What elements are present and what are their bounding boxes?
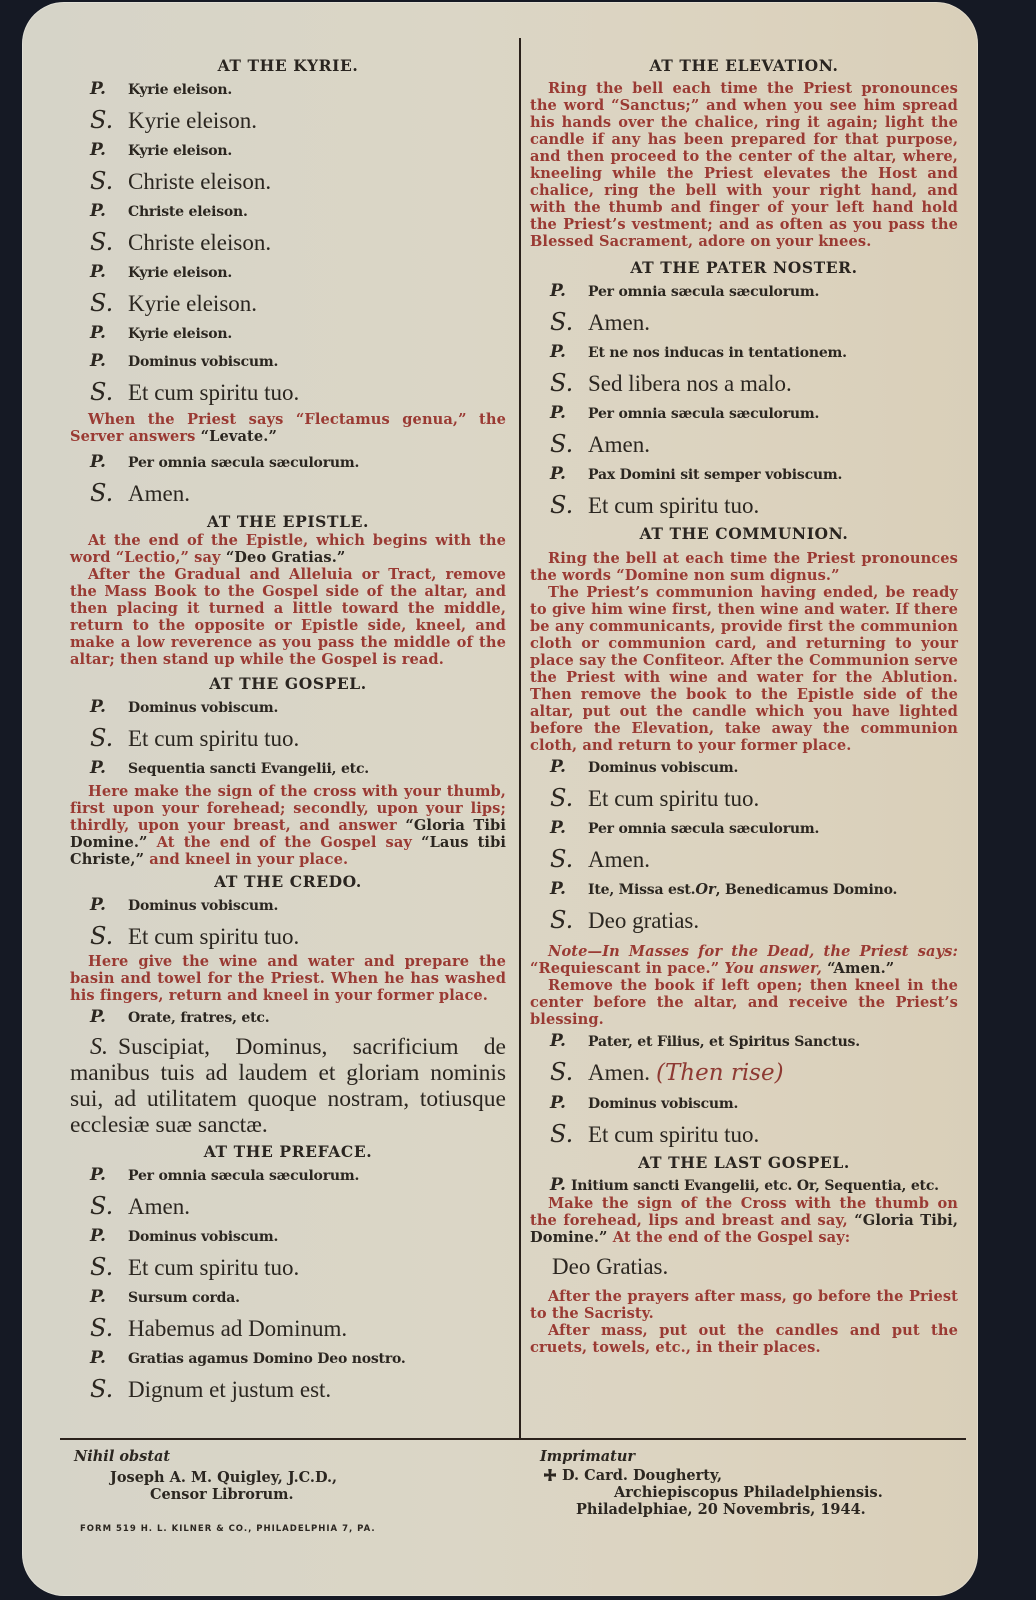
role-label: P.: [90, 351, 106, 371]
line-text: Amen.: [588, 1060, 650, 1085]
line-text: Gratias agamus Domino Deo nostro.: [128, 1351, 406, 1367]
role-label: P.: [90, 697, 106, 717]
priest-line: [70, 348, 506, 376]
server-line: [70, 722, 506, 755]
server-line: [70, 920, 506, 953]
line-text: Ite, Missa est.: [588, 882, 696, 898]
priest-line: [530, 754, 958, 782]
line-text: Pater, et Filius, et Spiritus Sanctus.: [588, 1034, 860, 1050]
role-label: P.: [550, 818, 566, 838]
line-text: Sequentia sancti Evangelii, etc.: [128, 761, 369, 777]
line-text: Kyrie eleison.: [128, 265, 233, 281]
kyrie-responses-2: [70, 449, 506, 510]
role-label: P.: [550, 342, 566, 362]
right-column: [530, 56, 958, 1356]
rubric-epistle-1: At the end of the Epistle, which begins with the word “Lectio,” say “Deo Gratias.”: [70, 532, 506, 566]
line-text: Per omnia sæcula sæculorum.: [588, 406, 820, 422]
kyrie-responses: [70, 76, 506, 409]
or-text: Or: [695, 881, 716, 898]
heading-kyrie: AT THE KYRIE.: [217, 56, 359, 75]
role-label: P.: [550, 1031, 566, 1051]
role-label: P.: [550, 757, 566, 777]
server-line: [70, 1312, 506, 1345]
line-text: Amen.: [128, 481, 190, 506]
role-label: P.: [90, 1226, 106, 1246]
priest-line: [70, 1004, 506, 1032]
priest-line: [70, 320, 506, 348]
rubric-credo: Here give the wine and water and prepare the basin and towel for the Priest. When he has washed his fingers, return and kneel in your former place.: [70, 953, 506, 1004]
nihil-obstat-label: Nihil obstat: [74, 1448, 171, 1465]
line-text: Dominus vobiscum.: [588, 1096, 739, 1112]
line-text: Sursum corda.: [128, 1290, 240, 1306]
role-label: S.: [90, 289, 114, 317]
line-text: Et cum spiritu tuo.: [588, 786, 760, 811]
role-label: P.: [90, 1007, 106, 1027]
role-label: P.: [550, 1093, 566, 1113]
role-label: S.: [550, 430, 574, 458]
server-line: [530, 489, 958, 522]
server-line: [530, 904, 958, 937]
bishop-name-line: D. Card. Dougherty,: [540, 1467, 883, 1484]
role-label: S.: [550, 845, 574, 873]
rubric-epistle-2: After the Gradual and Alleluia or Tract, remove the Mass Book to the Gospel side of the altar, and then placing it turned a little toward the middle, return to the opposite or Epistle side, kneel, and make a low reverence as you pass the middle of the altar; then stand up while the Gospel is read.: [70, 566, 506, 668]
credo-responses: [70, 892, 506, 953]
role-label: S.: [90, 724, 114, 752]
line-text: Dominus vobiscum.: [588, 760, 739, 776]
priest-line: [70, 1284, 506, 1312]
line-text: Christe eleison.: [128, 230, 272, 255]
line-text-after: , Benedicamus Domino.: [715, 882, 898, 898]
credo-responses-2: [70, 1004, 506, 1032]
role-label: P.: [90, 452, 106, 472]
rubric-gospel: Here make the sign of the cross with your thumb, first upon your forehead; secondly, upon your lips; thirdly, upon your breast, and answer “Gloria Tibi Domine.” At the end of the Gospel say “Laus tibi Christe,” and kneel in your place.: [70, 783, 507, 868]
line-text: Amen.: [588, 847, 650, 872]
pater-noster-responses: [530, 278, 958, 522]
server-line: [70, 287, 506, 320]
server-line: [530, 306, 958, 339]
role-label: S.: [550, 906, 574, 934]
heading-gospel: AT THE GOSPEL.: [209, 674, 367, 693]
role-label: S.: [550, 369, 574, 397]
server-line: [70, 104, 506, 137]
line-text: Amen.: [128, 1194, 190, 1219]
role-label: S.: [90, 228, 114, 256]
role-label: S.: [550, 308, 574, 336]
role-label: S.: [550, 491, 574, 519]
priest-line: [70, 76, 506, 104]
line-text: Kyrie eleison.: [128, 82, 233, 98]
role-label: S.: [550, 784, 574, 812]
priest-line: [70, 1345, 506, 1373]
server-line: [530, 1056, 958, 1090]
role-label: S.: [90, 106, 114, 134]
imprimatur-block: [540, 1448, 883, 1518]
role-label: S.: [90, 1253, 114, 1281]
line-text: Dignum et justum est.: [128, 1377, 332, 1402]
line-text: Kyrie eleison.: [128, 326, 233, 342]
priest-line: [70, 694, 506, 722]
line-text: Et cum spiritu tuo.: [128, 726, 300, 751]
server-line: [70, 376, 506, 409]
server-line: [70, 1190, 506, 1223]
heading-preface: AT THE PREFACE.: [203, 1142, 373, 1161]
line-text: Dominus vobiscum.: [128, 700, 279, 716]
role-label: P.: [90, 140, 106, 160]
cross-pattee-icon: [544, 1469, 556, 1481]
server-line: [70, 1251, 506, 1284]
line-text: Amen.: [588, 432, 650, 457]
role-label: S.: [90, 1314, 114, 1342]
line-text: Amen.: [588, 310, 650, 335]
priest-line: [530, 339, 958, 367]
rubric-last-gospel: Make the sign of the Cross with the thumb on the forehead, lips and breast and say, “Gloria Tibi, Domine.” At the end of the Gospel say:: [530, 1195, 958, 1246]
role-label: P.: [90, 758, 106, 778]
rubric-sacristy: After the prayers after mass, go before the Priest to the Sacristy.: [530, 1288, 958, 1322]
server-line: [70, 1373, 506, 1406]
priest-line: [530, 278, 958, 306]
server-line: [530, 782, 958, 815]
heading-pater-noster: AT THE PATER NOSTER.: [630, 258, 858, 277]
imprimatur-date: Philadelphiae, 20 Novembris, 1944.: [576, 1501, 866, 1518]
rubric-note-dead: Note—In Masses for the Dead, the Priest says: “Requiescant in pace.” You answer, “Amen.”: [530, 943, 958, 977]
line-text: Et cum spiritu tuo.: [128, 380, 300, 405]
role-label: S.: [90, 167, 114, 195]
role-label: S.: [90, 479, 114, 507]
line-text: Et cum spiritu tuo.: [128, 1255, 300, 1280]
priest-line: [530, 1090, 958, 1118]
heading-communion: AT THE COMMUNION.: [639, 524, 849, 543]
role-label: P.: [550, 281, 566, 301]
censor-name: Joseph A. M. Quigley, J.C.D.,: [110, 1469, 338, 1486]
rubric-blessing: Remove the book if left open; then kneel in the center before the altar, and receive the Priest’s blessing.: [530, 977, 958, 1028]
left-column: [70, 56, 506, 1406]
line-text: Christe eleison.: [128, 204, 248, 220]
role-label: P.: [90, 262, 106, 282]
heading-last-gospel: AT THE LAST GOSPEL.: [638, 1153, 850, 1172]
line-text: Habemus ad Dominum.: [128, 1316, 348, 1341]
gospel-responses: [70, 694, 506, 783]
footer-divider: [60, 1438, 966, 1440]
heading-elevation: AT THE ELEVATION.: [649, 56, 839, 75]
role-label: S.: [550, 1058, 574, 1086]
server-line: [70, 477, 506, 510]
priest-line: [70, 449, 506, 477]
role-label: P.: [90, 323, 106, 343]
line-text: Christe eleison.: [128, 169, 272, 194]
server-line: [530, 428, 958, 461]
role-label: S.: [90, 1192, 114, 1220]
line-text: Et cum spiritu tuo.: [128, 924, 300, 949]
mass-server-card: [22, 2, 978, 1596]
priest-line: [530, 400, 958, 428]
rubric-after-mass: After mass, put out the candles and put the cruets, towels, etc., in their places.: [530, 1322, 958, 1356]
line-text: Pax Domini sit semper vobiscum.: [588, 467, 843, 483]
priest-line: [530, 876, 958, 904]
heading-epistle: AT THE EPISTLE.: [206, 512, 370, 531]
communion-responses: [530, 754, 958, 937]
suscipiat-response: S. Suscipiat, Dominus, sacrificium de manibus tuis ad laudem et gloriam nominis sui, ad utilitatem quoque nostram, totiusque ecclesiæ suæ sanctæ.: [70, 1034, 506, 1138]
role-label: P.: [90, 895, 106, 915]
role-label: P.: [90, 201, 106, 221]
line-text: Per omnia sæcula sæculorum.: [128, 1168, 360, 1184]
role-label: P.: [90, 1287, 106, 1307]
communion-responses-2: [530, 1028, 958, 1151]
line-text: Per omnia sæcula sæculorum.: [588, 284, 820, 300]
line-text: Dominus vobiscum.: [128, 898, 279, 914]
rubric-communion-1: Ring the bell at each time the Priest pronounces the words “Domine non sum dignus.”: [530, 550, 958, 584]
last-gospel-priest-line: P. Initium sancti Evangelii, etc. Or, Sequentia, etc.: [550, 1175, 939, 1195]
line-text: Per omnia sæcula sæculorum.: [588, 821, 820, 837]
role-label: P.: [550, 464, 566, 484]
line-text: Et cum spiritu tuo.: [588, 493, 760, 518]
priest-line: [70, 755, 506, 783]
rubric-flectamus: When the Priest says “Flectamus genua,” the Server answers “Levate.”: [70, 411, 506, 445]
then-rise-aside: (Then rise): [655, 1060, 784, 1086]
server-line: [70, 165, 506, 198]
column-divider: [519, 38, 521, 1438]
line-text: Et cum spiritu tuo.: [588, 1122, 760, 1147]
priest-line: [530, 1028, 958, 1056]
priest-line: [70, 1223, 506, 1251]
rubric-elevation: Ring the bell each time the Priest pronounces the word “Sanctus;” and when you see him spread his hands over the chalice, ring it again; light the candle if any has been prepared for that purpose, and then proceed to the center of the altar, where, kneeling while the Priest elevates the Host and chalice, ring the bell with your right hand, and with the thumb and finger of your left hand hold the Priest’s vestment; and as often as you pass the Blessed Sacrament, adore on your knees.: [530, 80, 958, 250]
server-line: [530, 367, 958, 400]
role-label: S.: [90, 922, 114, 950]
line-text: Et ne nos inducas in tentationem.: [588, 345, 847, 361]
server-line: [530, 843, 958, 876]
priest-line: [70, 137, 506, 165]
role-label: S.: [90, 378, 114, 406]
role-label: S.: [90, 1375, 114, 1403]
server-line: [70, 226, 506, 259]
line-text: Deo gratias.: [588, 908, 700, 933]
censor-title: Censor Librorum.: [150, 1486, 294, 1503]
line-text: Dominus vobiscum.: [128, 354, 279, 370]
priest-line: [530, 815, 958, 843]
role-label: P.: [90, 1165, 106, 1185]
heading-credo: AT THE CREDO.: [214, 872, 362, 891]
priest-line: [70, 892, 506, 920]
priest-line: [70, 1162, 506, 1190]
rubric-communion-2: The Priest’s communion having ended, be ready to give him wine first, then wine and water. If there be any communicants, provide first the communion cloth or communion card, and returning to your place say the Confiteor. After the Communion serve the Priest with wine and water for the Ablution. Then remove the book to the Epistle side of the altar, put out the candle which you have lighted before the Elevation, take away the communion cloth, and return to your former place.: [530, 584, 958, 754]
deo-gratias-response: Deo Gratias.: [552, 1254, 669, 1279]
bishop-title: Archiepiscopus Philadelphiensis.: [614, 1484, 883, 1501]
line-text: Kyrie eleison.: [128, 143, 233, 159]
priest-line: [70, 259, 506, 287]
role-label: P.: [550, 403, 566, 423]
role-label: S.: [550, 1120, 574, 1148]
role-label: P.: [90, 1348, 106, 1368]
line-text: Sed libera nos a malo.: [588, 371, 792, 396]
line-text: Per omnia sæcula sæculorum.: [128, 455, 360, 471]
line-text: Orate, fratres, etc.: [128, 1010, 270, 1026]
line-text: Kyrie eleison.: [128, 291, 258, 316]
printer-imprint: FORM 519 H. L. KILNER & CO., PHILADELPHIA 7, PA.: [80, 1524, 376, 1534]
preface-responses: [70, 1162, 506, 1406]
line-text: Dominus vobiscum.: [128, 1229, 279, 1245]
imprimatur-label: Imprimatur: [540, 1448, 636, 1465]
server-line: [530, 1118, 958, 1151]
role-label: P.: [90, 79, 106, 99]
nihil-obstat-block: [74, 1448, 337, 1503]
priest-line: [530, 461, 958, 489]
line-text: Kyrie eleison.: [128, 108, 258, 133]
priest-line: [70, 198, 506, 226]
role-label: P.: [550, 879, 566, 899]
